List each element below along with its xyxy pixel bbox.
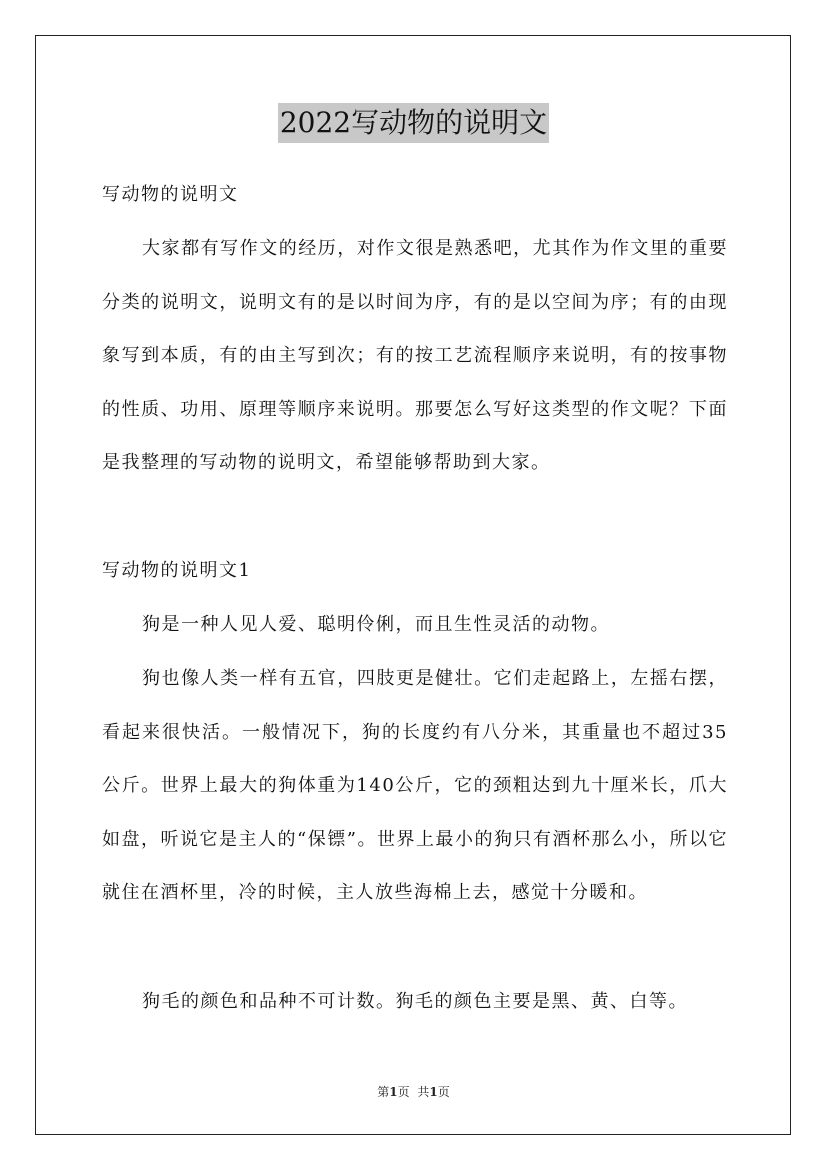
page-number: 1 [389, 1085, 398, 1099]
total-pages: 1 [429, 1085, 438, 1099]
page-suffix: 页 [397, 1085, 410, 1099]
section1-paragraph-2: 狗也像人类一样有五官，四肢更是健壮。它们走起路上，左摇右摆，看起来很快活。一般情况下，狗的长度约有八分米，其重量也不超过35公斤。世界上最大的狗体重为140公斤，它的颈粗达到九十厘米长，爪大如盘，听说它是主人的“保镖”。世界上最小的狗只有酒杯那么小，所以它就住在酒杯里，冷的时候，主人放些海棉上去，感觉十分暖和。 [102, 668, 728, 903]
page-prefix: 第 [377, 1085, 390, 1099]
document-title: 2022写动物的说明文 [278, 103, 549, 143]
title-container [0, 103, 827, 143]
section1-heading: 写动物的说明文1 [102, 560, 252, 581]
total-prefix: 共 [417, 1085, 430, 1099]
intro-heading: 写动物的说明文 [102, 184, 239, 205]
page-footer [0, 1083, 827, 1100]
total-suffix: 页 [437, 1085, 450, 1099]
intro-paragraph: 大家都有写作文的经历，对作文很是熟悉吧，尤其作为作文里的重要分类的说明文，说明文有的是以时间为序，有的是以空间为序；有的由现象写到本质，有的由主写到次；有的按工艺流程顺序来说明，有的按事物的性质、功用、原理等顺序来说明。那要怎么写好这类型的作文呢？下面是我整理的写动物的说明文，希望能够帮助到大家。 [102, 238, 728, 473]
section1-paragraph-1: 狗是一种人见人爱、聪明伶俐，而且生性灵活的动物。 [142, 614, 610, 635]
section1-paragraph-3: 狗毛的颜色和品种不可计数。狗毛的颜色主要是黑、黄、白等。 [142, 991, 688, 1012]
